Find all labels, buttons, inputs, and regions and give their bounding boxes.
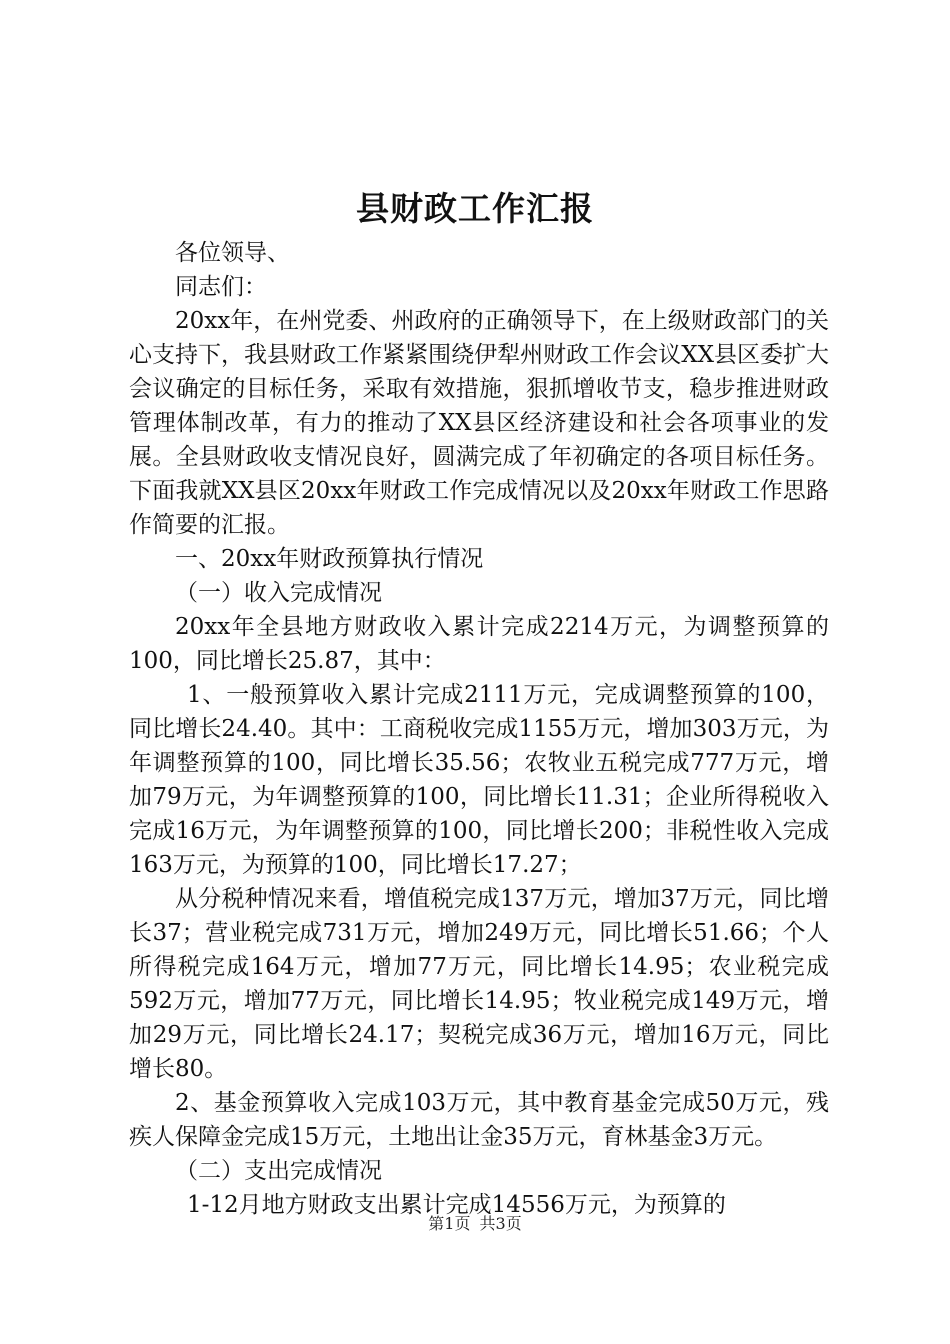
income-summary-paragraph: 20xx年全县地方财政收入累计完成2214万元，为调整预算的100，同比增长25.87，其中：	[129, 614, 829, 674]
subsection-heading-expenditure: （二）支出完成情况	[175, 1158, 382, 1184]
tax-breakdown-paragraph: 从分税种情况来看，增值税完成137万元，增加37万元，同比增长37；营业税完成731万元，增加249万元，同比增长51.66；个人所得税完成164万元，增加77万元，同比增长14.95；农业税完成592万元，增加77万元，同比增长14.95；牧业税完成149万元，增加29万元，同比增长24.17；契税完成36万元，增加16万元，同比增长80。	[129, 886, 829, 1082]
page-number: 第1页	[428, 1214, 471, 1233]
page-total: 共3页	[479, 1214, 522, 1233]
fund-budget-paragraph: 2、基金预算收入完成103万元，其中教育基金完成50万元，残疾人保障金完成15万元，土地出让金35万元，育林基金3万元。	[129, 1090, 829, 1150]
section-heading-1: 一、20xx年财政预算执行情况	[175, 546, 484, 572]
intro-paragraph: 20xx年，在州党委、州政府的正确领导下，在上级财政部门的关心支持下，我县财政工作紧紧围绕伊犁州财政工作会议XX县区委扩大会议确定的目标任务，采取有效措施，狠抓增收节支，稳步推进财政管理体制改革，有力的推动了XX县区经济建设和社会各项事业的发展。全县财政收支情况良好，圆满完成了年初确定的各项目标任务。下面我就XX县区20xx年财政工作完成情况以及20xx年财政工作思路作简要的汇报。	[129, 308, 829, 538]
salutation-line-2: 同志们：	[175, 274, 267, 300]
page-footer	[0, 1212, 950, 1236]
page-title: 县财政工作汇报	[356, 189, 594, 228]
expenditure-paragraph: 1-12月地方财政支出累计完成14556万元，为预算的	[187, 1192, 726, 1218]
subsection-heading-income: （一）收入完成情况	[175, 580, 382, 606]
general-budget-paragraph: 1、一般预算收入累计完成2111万元，完成调整预算的100，同比增长24.40。其中：工商税收完成1155万元，增加303万元，为年调整预算的100，同比增长35.56；农牧业五税完成777万元，增加79万元，为年调整预算的100，同比增长11.31；企业所得税收入完成16万元，为年调整预算的100，同比增长200；非税性收入完成163万元，为预算的100，同比增长17.27；	[129, 682, 829, 878]
document-body	[129, 236, 829, 1222]
salutation-line-1: 各位领导、	[175, 240, 290, 266]
